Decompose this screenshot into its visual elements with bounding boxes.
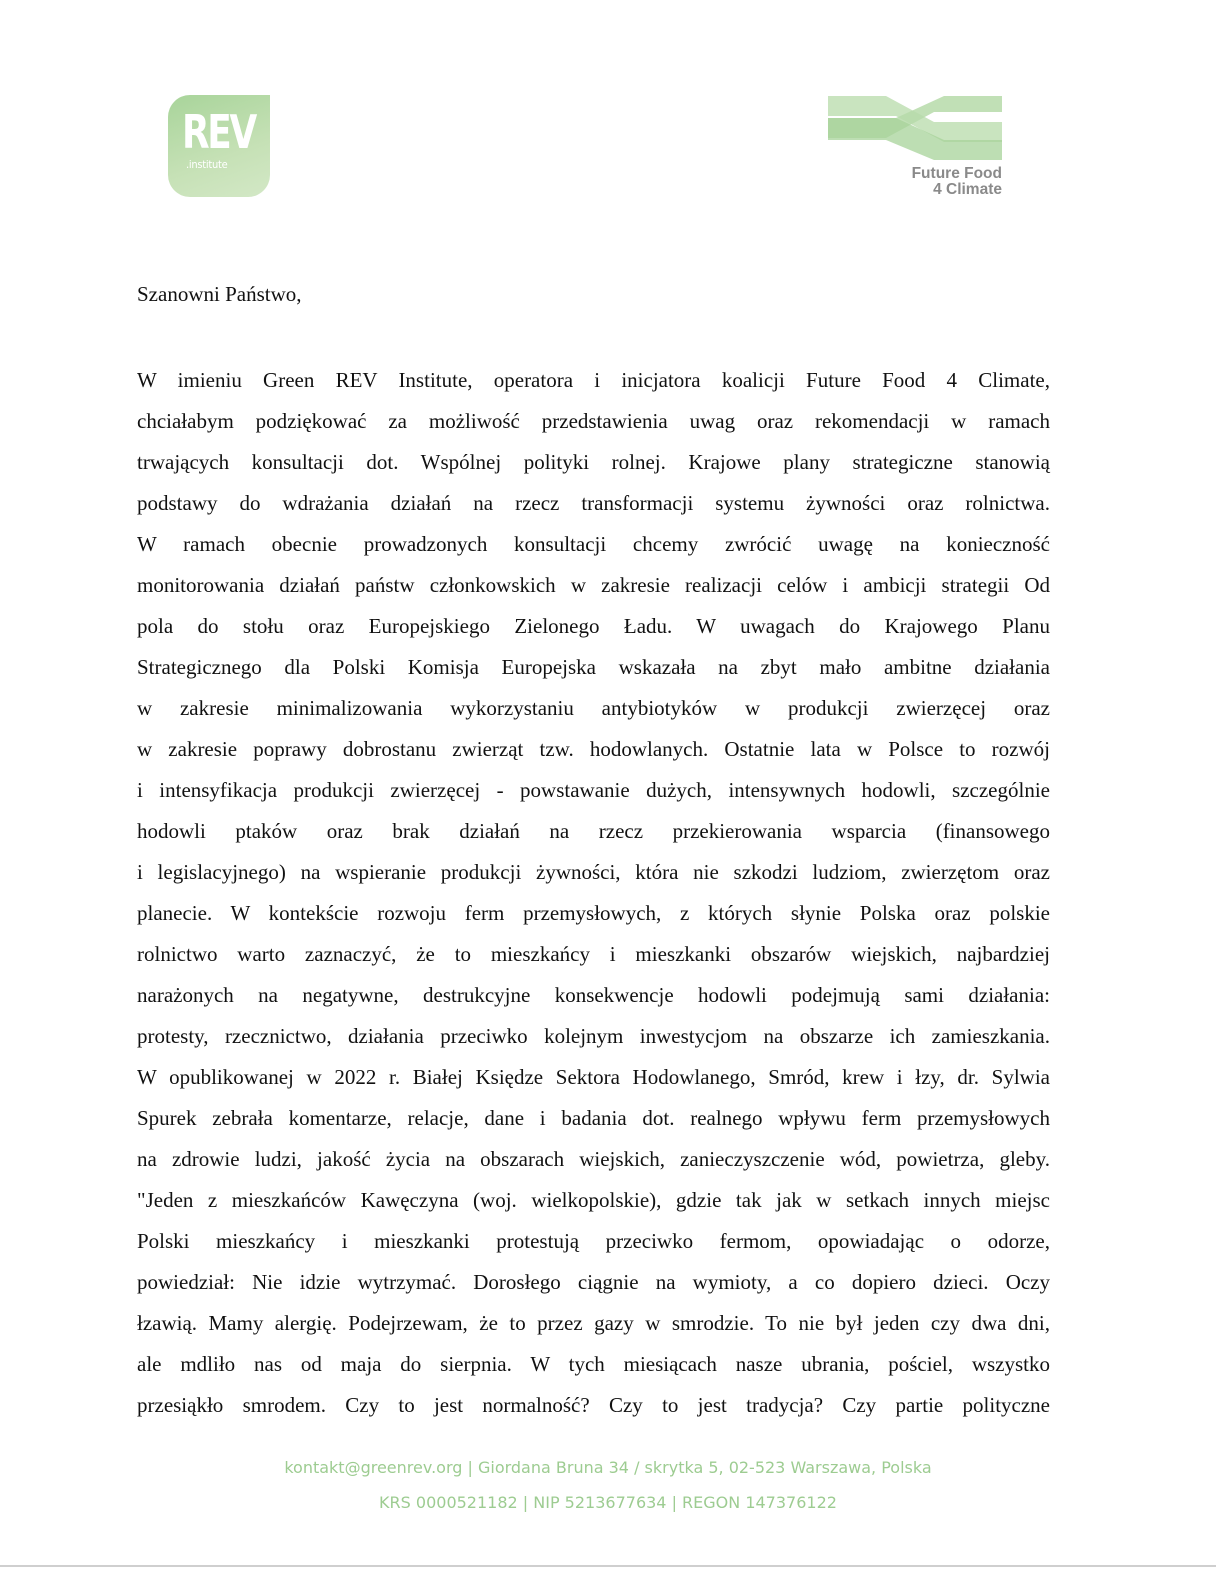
letter-line: na zdrowie ludzi, jakość życia na obszarach wiejskich, zanieczyszczenie wód, powietrza, gleby. (137, 1147, 1050, 1171)
rev-logo-subtitle: .institute (186, 158, 228, 171)
letter-line: przesiąkło smrodem. Czy to jest normalność? Czy to jest tradycja? Czy partie polityczne (137, 1393, 1050, 1417)
letter-line: narażonych na negatywne, destrukcyjne konsekwencje hodowli podejmują sami działania: (137, 983, 1050, 1007)
letter-body (137, 360, 1050, 1426)
letter-line: w zakresie minimalizowania wykorzystaniu antybiotyków w produkcji zwierzęcej oraz (137, 696, 1050, 720)
letter-line: trwających konsultacji dot. Wspólnej polityki rolnej. Krajowe plany strategiczne stanowią (137, 450, 1050, 474)
ff-title-line1: Future Food (911, 165, 1002, 182)
letter-line: W imieniu Green REV Institute, operatora i inicjatora koalicji Future Food 4 Climate, (137, 368, 1050, 392)
letter-line: i intensyfikacja produkcji zwierzęcej - powstawanie dużych, intensywnych hodowli, szczególnie (137, 778, 1050, 802)
letter-line: protesty, rzecznictwo, działania przeciwko kolejnym inwestycjom na obszarze ich zamieszkania. (137, 1024, 1050, 1048)
letter-line: pola do stołu oraz Europejskiego Zielonego Ładu. W uwagach do Krajowego Planu (137, 614, 1050, 638)
ff-title-line2: 4 Climate (933, 181, 1002, 198)
letter-line: W ramach obecnie prowadzonych konsultacji chcemy zwrócić uwagę na konieczność (137, 532, 1050, 556)
footer-contact-line: kontakt@greenrev.org | Giordana Bruna 34 / skrytka 5, 02-523 Warszawa, Polska (284, 1458, 932, 1477)
future-food-4-climate-title (826, 166, 1002, 198)
letter-line: planecie. W kontekście rozwoju ferm przemysłowych, z których słynie Polska oraz polskie (137, 901, 1050, 925)
letter-line: Polski mieszkańcy i mieszkanki protestują przeciwko fermom, opowiadając o odorze, (137, 1229, 1050, 1253)
letter-line: w zakresie poprawy dobrostanu zwierząt tzw. hodowlanych. Ostatnie lata w Polsce to rozwój (137, 737, 1050, 761)
footer-registry-line: KRS 0000521182 | NIP 5213677634 | REGON 147376122 (379, 1493, 837, 1512)
rev-logo-wordmark: REV (182, 105, 255, 159)
letter-line: W opublikowanej w 2022 r. Białej Księdze Sektora Hodowlanego, Smród, krew i łzy, dr. Sylwia (137, 1065, 1050, 1089)
future-food-4-climate-logo-icon (826, 94, 1004, 160)
letter-line: powiedział: Nie idzie wytrzymać. Dorosłego ciągnie na wymioty, a co dopiero dzieci. Oczy (137, 1270, 1050, 1294)
letter-line: rolnictwo warto zaznaczyć, że to mieszkańcy i mieszkanki obszarów wiejskich, najbardziej (137, 942, 1050, 966)
letter-line: Spurek zebrała komentarze, relacje, dane i badania dot. realnego wpływu ferm przemysłowych (137, 1106, 1050, 1130)
letter-line: monitorowania działań państw członkowskich w zakresie realizacji celów i ambicji strategii Od (137, 573, 1050, 597)
letter-greeting: Szanowni Państwo, (137, 282, 302, 306)
page-bottom-divider (0, 1565, 1216, 1567)
letter-line: i legislacyjnego) na wspieranie produkcji żywności, która nie szkodzi ludziom, zwierzętom oraz (137, 860, 1050, 884)
letter-line: podstawy do wdrażania działań na rzecz transformacji systemu żywności oraz rolnictwa. (137, 491, 1050, 515)
letter-line: "Jeden z mieszkańców Kawęczyna (woj. wielkopolskie), gdzie tak jak w setkach innych miejsc (137, 1188, 1050, 1212)
letter-line: hodowli ptaków oraz brak działań na rzecz przekierowania wsparcia (finansowego (137, 819, 1050, 843)
rev-institute-logo (168, 95, 270, 197)
letter-line: chciałabym podziękować za możliwość przedstawienia uwag oraz rekomendacji w ramach (137, 409, 1050, 433)
letter-line: łzawią. Mamy alergię. Podejrzewam, że to przez gazy w smrodzie. To nie był jeden czy dwa dni, (137, 1311, 1050, 1335)
letter-line: Strategicznego dla Polski Komisja Europejska wskazała na zbyt mało ambitne działania (137, 655, 1050, 679)
letter-line: ale mdliło nas od maja do sierpnia. W tych miesiącach nasze ubrania, pościel, wszystko (137, 1352, 1050, 1376)
